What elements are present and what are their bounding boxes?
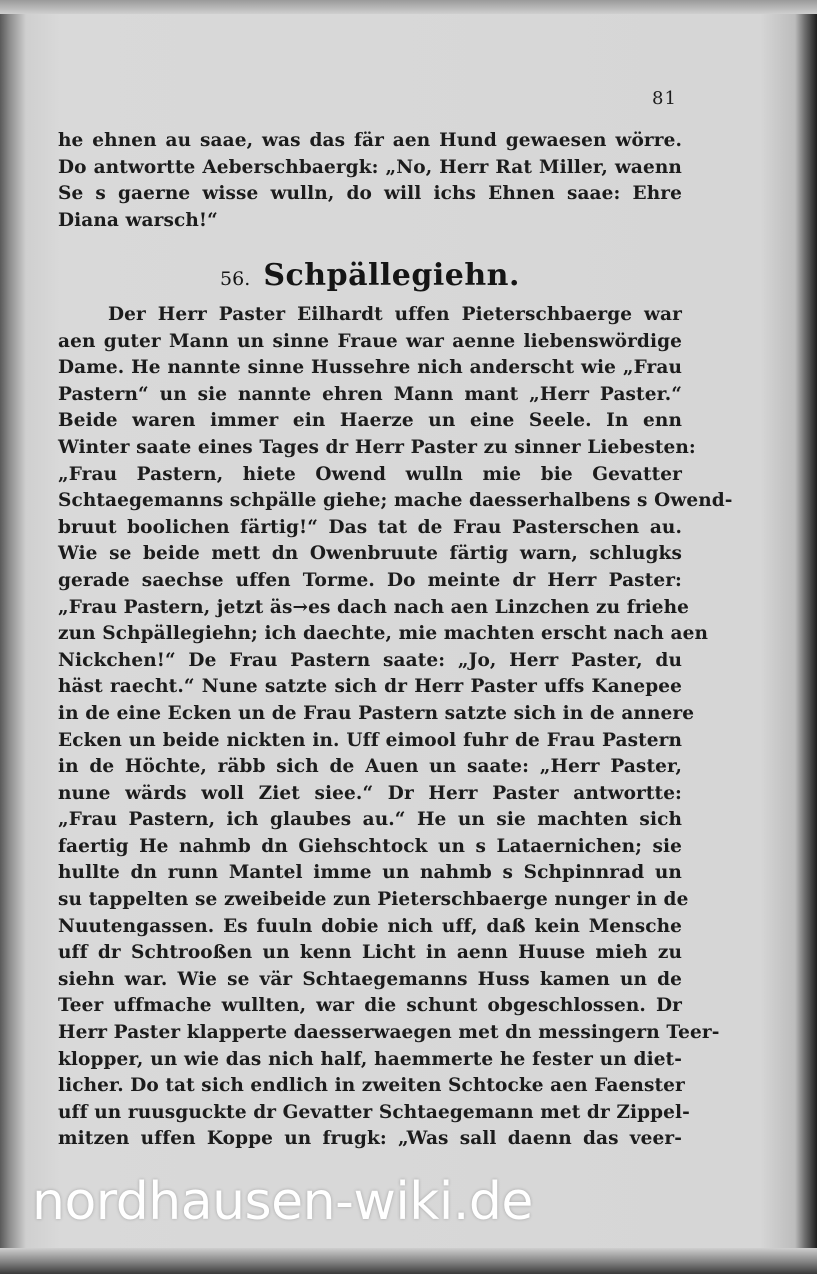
text-line: Der Herr Paster Eilhardt uffen Pieterschbaerge war bbox=[108, 304, 682, 325]
text-line: Se s gaerne wisse wulln, do will ichs Ehnen saae: Ehre bbox=[58, 183, 682, 205]
text-line: Herr Paster klapperte daesserwaegen met dn messingern Teer- bbox=[58, 1022, 720, 1044]
text-line: Diana warsch!“ bbox=[58, 209, 218, 231]
section-number: 56. bbox=[220, 268, 251, 290]
text-line: Beide waren immer ein Haerze un eine Seele. In enn bbox=[58, 410, 682, 432]
text-line: klopper, un wie das nich half, haemmerte he fester un diet- bbox=[58, 1048, 682, 1070]
text-line: Schtaegemanns schpälle giehe; mache daesserhalbens s Owend- bbox=[58, 490, 733, 512]
text-line: Ecken un beide nickten in. Uff eimool fuhr de Frau Pastern bbox=[58, 729, 682, 751]
section-title: Schpällegiehn. bbox=[263, 258, 520, 293]
text-line: Pastern“ un sie nannte ehren Mann mant „Herr Paster.“ bbox=[58, 383, 682, 405]
text-line: bruut boolichen färtig!“ Das tat de Frau Pasterschen au. bbox=[58, 516, 682, 538]
text-line: Dame. He nannte sinne Hussehre nich anderscht wie „Frau bbox=[58, 357, 682, 379]
text-line: faertig He nahmb dn Giehschtock un s Lataernichen; sie bbox=[58, 835, 682, 857]
text-line: uff dr Schtrooßen un kenn Licht in aenn Huuse mieh zu bbox=[58, 942, 682, 964]
text-line: Winter saate eines Tages dr Herr Paster zu sinner Liebesten: bbox=[58, 436, 696, 458]
text-line: „Frau Pastern, jetzt äs→es dach nach aen Linzchen zu friehe bbox=[58, 596, 690, 618]
text-line: Nuutengassen. Es fuuln dobie nich uff, daß kein Mensche bbox=[58, 915, 682, 937]
text-line: uff un ruusguckte dr Gevatter Schtaegemann met dr Zippel- bbox=[58, 1101, 690, 1123]
text-line: Do antwortte Aeberschbaergk: „No, Herr Rat Miller, waenn bbox=[58, 156, 682, 178]
text-line: Nickchen!“ De Frau Pastern saate: „Jo, Herr Paster, du bbox=[58, 649, 682, 671]
site-watermark: nordhausen-wiki.de bbox=[32, 1172, 533, 1232]
text-line: hullte dn runn Mantel imme un nahmb s Schpinnrad un bbox=[58, 862, 682, 884]
text-line: nune wärds woll Ziet siee.“ Dr Herr Paster antwortte: bbox=[58, 782, 682, 804]
text-line: siehn war. Wie se vär Schtaegemanns Huss kamen un de bbox=[58, 968, 682, 990]
page-bottom-edge bbox=[0, 1248, 817, 1274]
text-line: gerade saechse uffen Torme. Do meinte dr Herr Paster: bbox=[58, 569, 682, 591]
text-line: licher. Do tat sich endlich in zweiten Schtocke aen Faenster bbox=[58, 1075, 685, 1097]
text-line: häst raecht.“ Nune satzte sich dr Herr Paster uffs Kanepee bbox=[58, 676, 682, 698]
section-heading bbox=[58, 258, 682, 293]
text-line: Teer uffmache wullten, war die schunt obgeschlossen. Dr bbox=[58, 995, 682, 1017]
text-line: Wie se beide mett dn Owenbruute färtig warn, schlugks bbox=[58, 543, 682, 565]
text-line: in de eine Ecken un de Frau Pastern satzte sich in de annere bbox=[58, 702, 695, 724]
intro-paragraph bbox=[58, 128, 682, 234]
text-line: he ehnen au saae, was das fär aen Hund gewaesen wörre. bbox=[58, 130, 682, 151]
page-number: 81 bbox=[652, 88, 677, 109]
text-line: aen guter Mann un sinne Fraue war aenne liebenswördige bbox=[58, 330, 682, 352]
text-line: „Frau Pastern, ich glaubes au.“ He un sie machten sich bbox=[58, 809, 682, 831]
text-line: mitzen uffen Koppe un frugk: „Was sall daenn das veer- bbox=[58, 1128, 682, 1150]
story-paragraph bbox=[58, 302, 733, 1153]
text-line: „Frau Pastern, hiete Owend wulln mie bie Gevatter bbox=[58, 463, 682, 485]
text-line: in de Höchte, räbb sich de Auen un saate: „Herr Paster, bbox=[58, 756, 682, 778]
text-line: zun Schpällegiehn; ich daechte, mie machten erscht nach aen bbox=[58, 623, 708, 645]
text-line: su tappelten se zweibeide zun Pieterschbaerge nunger in de bbox=[58, 889, 689, 911]
page-top-edge bbox=[0, 0, 817, 14]
